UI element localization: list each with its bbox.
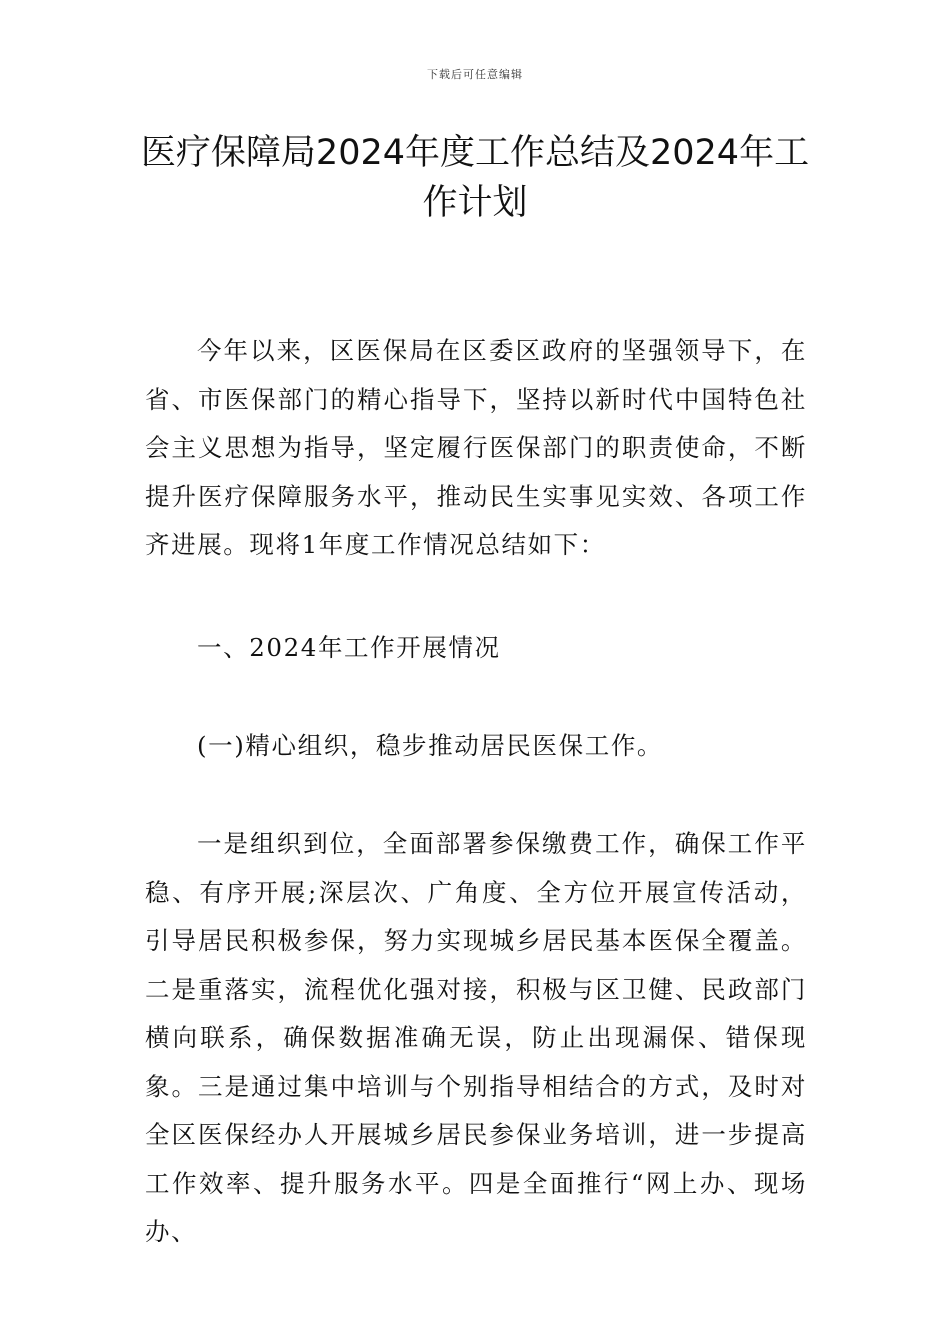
header-note: 下载后可任意编辑 [427, 68, 523, 81]
intro-paragraph: 今年以来，区医保局在区委区政府的坚强领导下，在省、市医保部门的精心指导下，坚持以新时代中国特色社会主义思想为指导，坚定履行医保部门的职责使命，不断提升医疗保障服务水平，推动民生实事见实效、各项工作齐进展。现将1年度工作情况总结如下： [145, 336, 807, 559]
section-heading: 一、2024年工作开展情况 [197, 633, 501, 662]
document-title: 医疗保障局2024年度工作总结及2024年工作计划 [140, 133, 810, 223]
subsection-heading: (一)精心组织，稳步推动居民医保工作。 [197, 731, 664, 760]
subsection-body-paragraph: 一是组织到位，全面部署参保缴费工作，确保工作平稳、有序开展;深层次、广角度、全方位开展宣传活动，引导居民积极参保，努力实现城乡居民基本医保全覆盖。二是重落实，流程优化强对接，积极与区卫健、民政部门横向联系，确保数据准确无误，防止出现漏保、错保现象。三是通过集中培训与个别指导相结合的方式，及时对全区医保经办人开展城乡居民参保业务培训，进一步提高工作效率、提升服务水平。四是全面推行“网上办、现场办、 [145, 829, 807, 1246]
